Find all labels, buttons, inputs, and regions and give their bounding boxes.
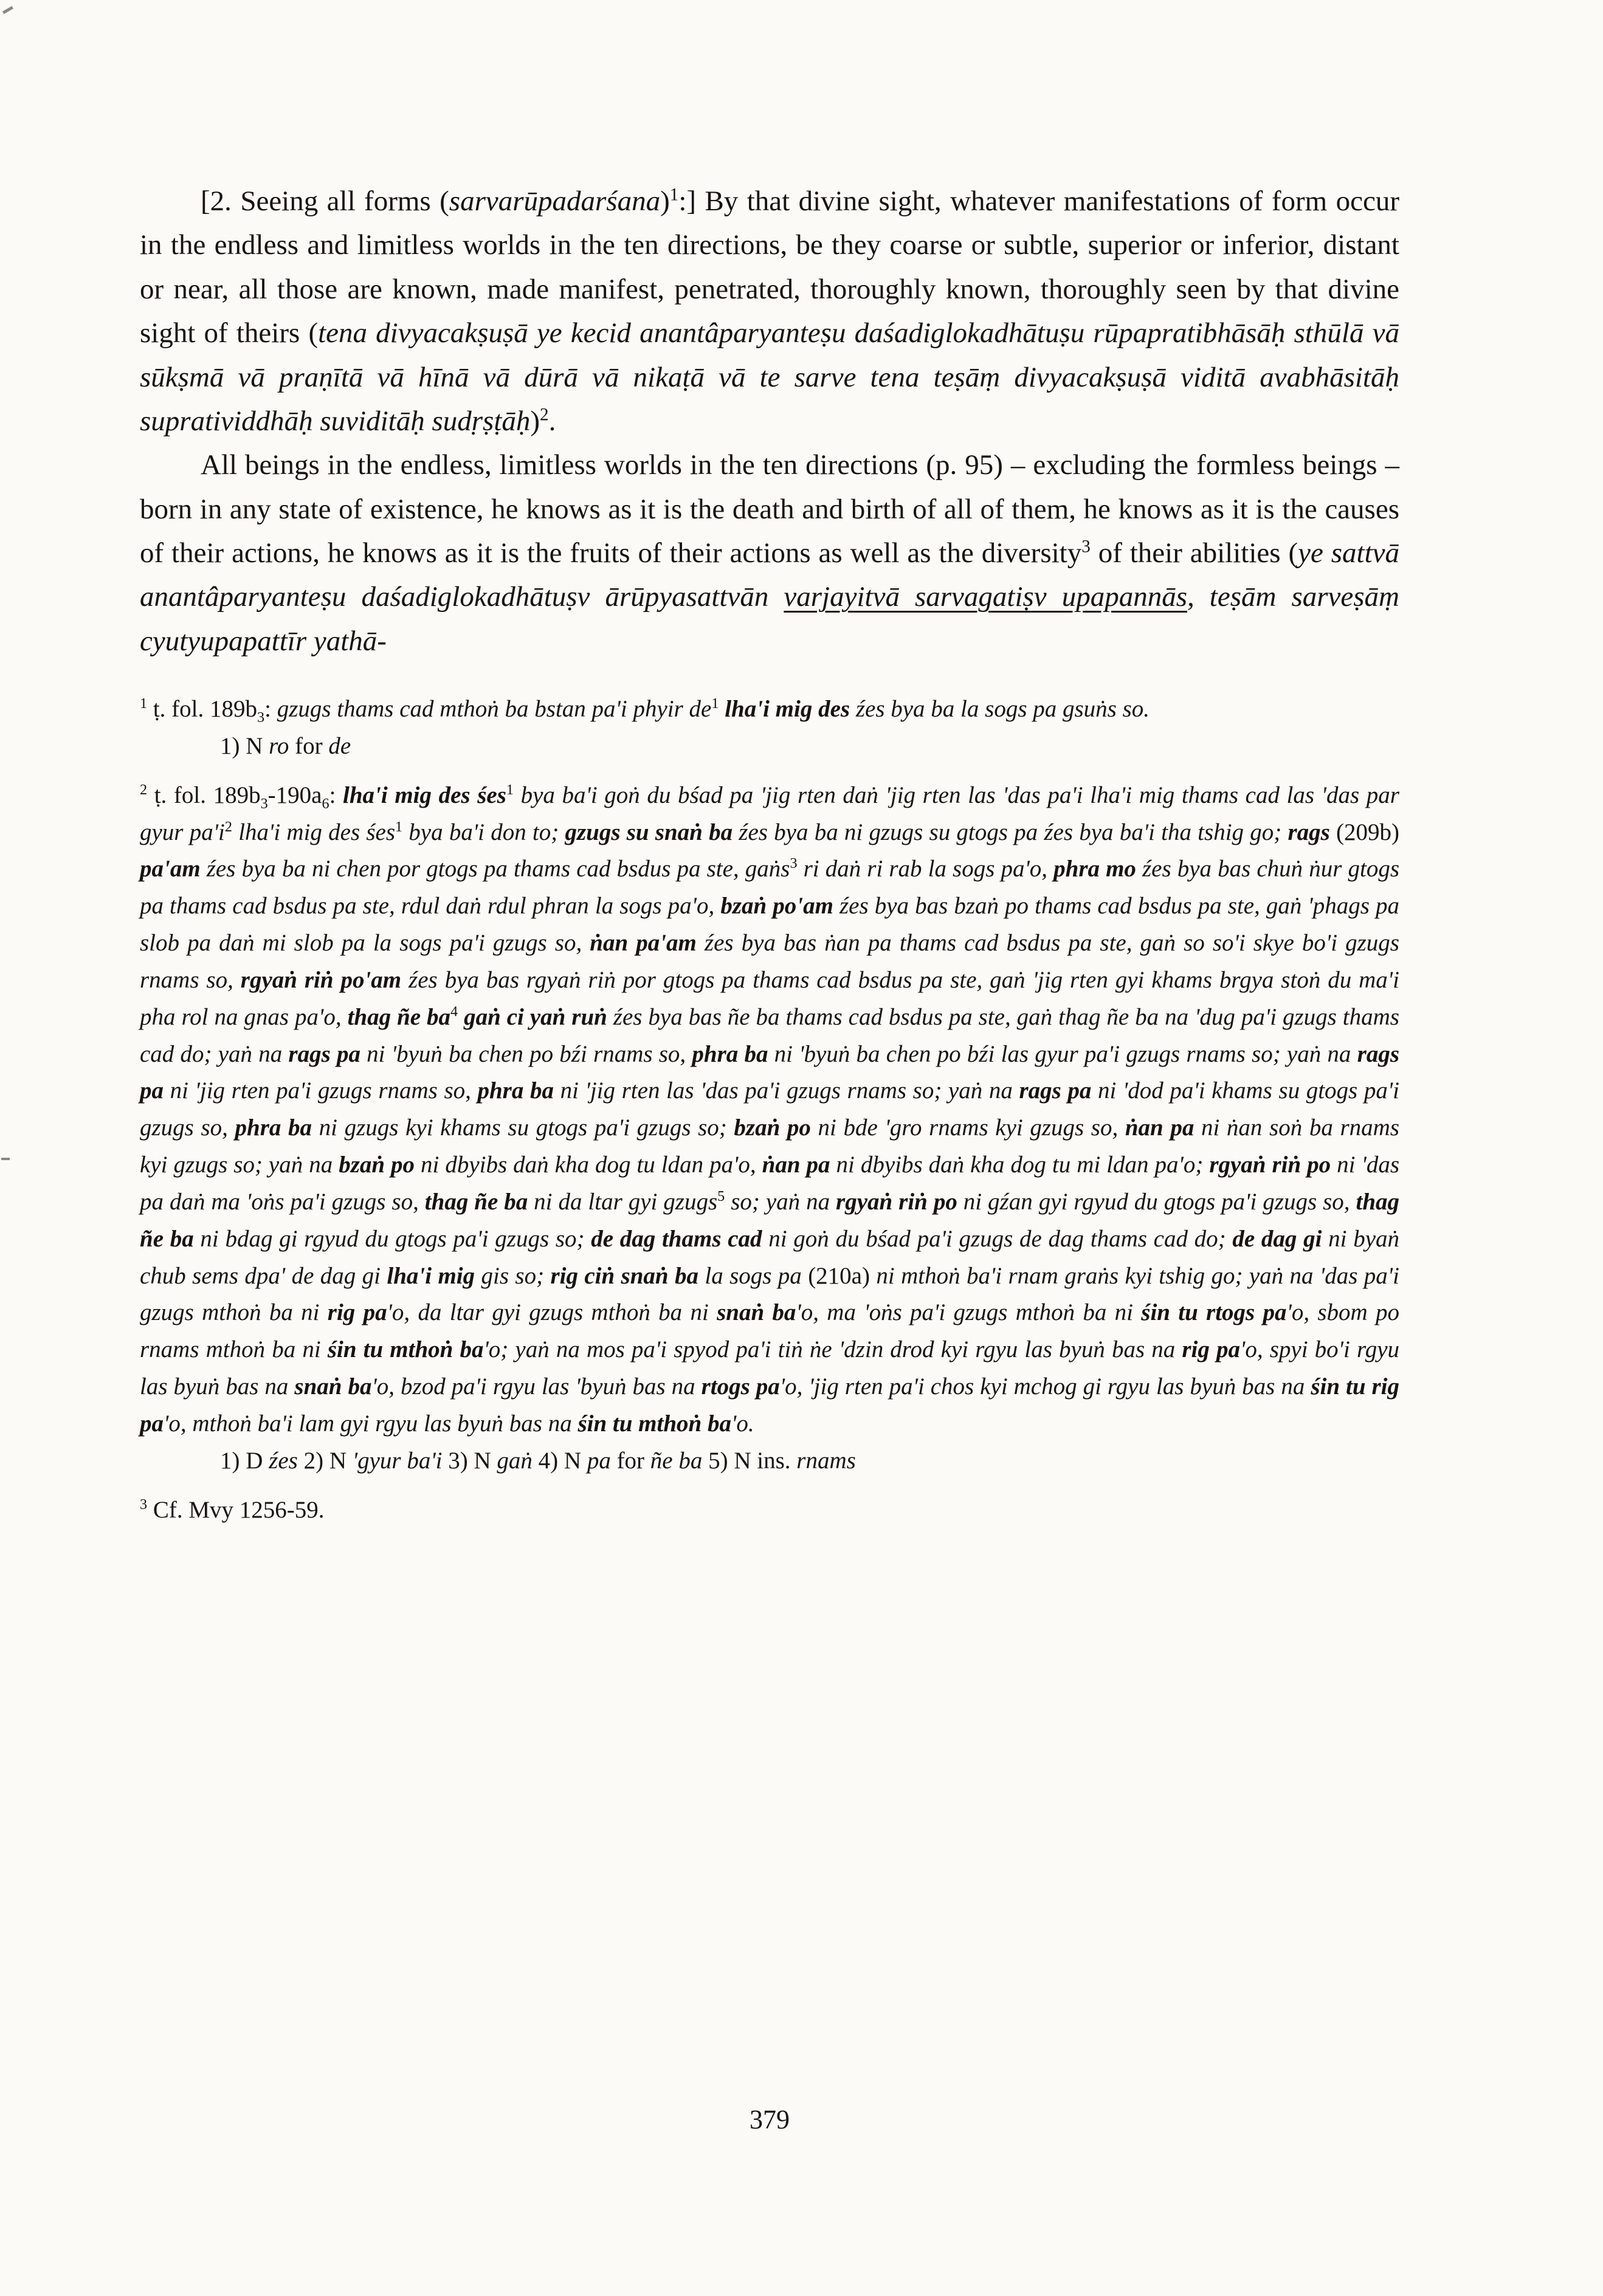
footnote-2-text: $^2$ ṭ. fol. $189b_3-190a_6$: lha'i mig des śes$^1$ bya ba'i goṅ du bśad pa 'jig rten daṅ 'jig rten las 'das pa'i lha'i mig thams cad las 'das par gyur $pa'i^2$ lha'i mig des śes$^1$ bya ba'i don to; gzugs su snaṅ ba źes bya ba ni gzugs su gtogs pa źes bya ba'i tha tshig go; rags (209b) pa'am źes bya ba ni chen por gtogs pa thams cad bsdus pa ste, gaṅs$^3$ ri daṅ ri rab la sogs pa'o, phra mo źes bya bas chuṅ ṅur gtogs pa thams cad bsdus pa ste, rdul daṅ rdul phran la sogs pa'o, bzaṅ po'am źes bya bas bzaṅ po thams cad bsdus pa ste, gaṅ 'phags pa slob pa daṅ mi slob pa la sogs pa'i gzugs so, ṅan pa'am źes bya bas ṅan pa thams cad bsdus pa ste, gaṅ so so'i skye bo'i gzugs rnams so, rgyaṅ riṅ po'am źes bya bas rgyaṅ riṅ por gtogs pa thams cad bsdus pa ste, gaṅ 'jig rten gyi khams brgya stoṅ du ma'i pha rol na gnas pa'o, thag ñe $ba^4$ gaṅ ci yaṅ ruṅ źes bya bas ñe ba thams cad bsdus pa ste, gaṅ thag ñe ba na 'dug pa'i gzugs thams cad do; yaṅ na rags pa ni 'byuṅ ba chen po bźi rnams so, phra ba ni 'byuṅ ba chen po bźi las gyur pa'i gzugs rnams so; yaṅ na rags pa ni 'jig rten pa'i gzugs rnams so, phra ba ni 'jig rten las 'das pa'i gzugs rnams so; yaṅ na rags pa ni 'dod pa'i khams su gtogs pa'i gzugs so, phra ba ni gzugs kyi khams su gtogs pa'i gzugs so; bzaṅ po ni bde 'gro rnams kyi gzugs so, ṅan pa ni ṅan soṅ ba rnams kyi gzugs so; yaṅ na bzaṅ po ni dbyibs daṅ kha dog tu ldan pa'o, ṅan pa ni dbyibs daṅ kha dog tu mi ldan pa'o; rgyaṅ riṅ po ni 'das pa daṅ ma 'oṅs pa'i gzugs so, thag ñe ba ni da ltar gyi gzugs$^5$ so; yaṅ na rgyaṅ riṅ po ni gźan gyi rgyud du gtogs pa'i gzugs so, thag ñe ba ni bdag gi rgyud du gtogs pa'i gzugs so; de dag thams cad ni goṅ du bśad pa'i gzugs de dag thams cad do; de dag gi ni byaṅ chub sems dpa' de dag gi lha'i mig gis so; rig ciṅ snaṅ ba la sogs pa (210a) ni mthoṅ ba'i rnam graṅs kyi tshig go; yaṅ na 'das pa'i gzugs mthoṅ ba ni rig pa'o, da ltar gyi gzugs mthoṅ ba ni snaṅ ba'o, ma 'oṅs pa'i gzugs mthoṅ ba ni śin tu rtogs pa'o, sbom po rnams mthoṅ ba ni śin tu mthoṅ ba'o; yaṅ na mos pa'i spyod pa'i tiṅ ṅe 'dzin drod kyi rgyu las byuṅ bas na rig pa'o, spyi bo'i rgyu las byuṅ bas na snaṅ ba'o, bzod pa'i rgyu las 'byuṅ bas na rtogs pa'o, 'jig rten pa'i chos kyi mchog gi rgyu las byuṅ bas na śin tu rig pa'o, mthoṅ ba'i lam gyi rgyu las byuṅ bas na śin tu mthoṅ ba'o. (140, 781, 1400, 1437)
footnote-section (140, 691, 1399, 1528)
paragraph-seeing-all-forms: [2. Seeing all forms (sarvarūpadarśana)$^1$:] By that divine sight, whatever manifestations of form occur in the endless and limitless worlds in the ten directions, be they coarse or subtle, superior or inferior, distant or near, all those are known, made manifest, penetrated, thoroughly known, thoroughly seen by that divine sight of theirs (tena divyacakṣuṣā ye kecid anantâparyanteṣu daśadiglokadhātuṣu rūpapratibhāsāḥ sthūlā vā sūkṣmā vā praṇītā vā hīnā vā dūrā vā nikaṭā vā te sarve tena teṣāṃ divyacakṣuṣā viditā avabhāsitāḥ supratividdhāḥ suviditāḥ sudṛṣṭāḥ)$^2$. (140, 185, 1399, 437)
page-number: 379 (750, 2105, 790, 2134)
paragraph-all-beings: All beings in the endless, limitless worlds in the ten directions (p. 95) – excluding the formless beings – born in any state of existence, he knows as it is the death and birth of all of them, he knows as it is the causes of their actions, he knows as it is the fruits of their actions as well as the diversity$^3$ of their abilities (ye sattvā anantâparyanteṣu daśadiglokadhātuṣv ārūpyasattvān varjayitvā sarvagatiṣv upapannās, teṣām sarveṣāṃ cyutyupapattīr yathā- (140, 449, 1399, 657)
footnote-1-text: $^1$ ṭ. fol. $189b_3$: gzugs thams cad mthoṅ ba bstan pa'i phyir $de^1$ lha'i mig des źes bya ba la sogs pa gsuṅs so. (140, 695, 1150, 726)
footnote-2 (140, 777, 1399, 1480)
main-text (140, 179, 1399, 663)
footnote-3 (140, 1492, 1399, 1529)
footnote-2-variants: 1) D źes 2) N 'gyur ba'i 3) N gaṅ 4) N pa for ñe ba 5) N ins. rnams (220, 1447, 856, 1474)
scan-artifact (2, 6, 13, 14)
footnote-1 (140, 691, 1399, 765)
scan-artifact (1, 1158, 10, 1160)
footnote-3-text: $^3$ Cf. Mvy 1256-59. (140, 1496, 325, 1523)
footnote-1-variants: 1) N ro for de (220, 732, 351, 759)
